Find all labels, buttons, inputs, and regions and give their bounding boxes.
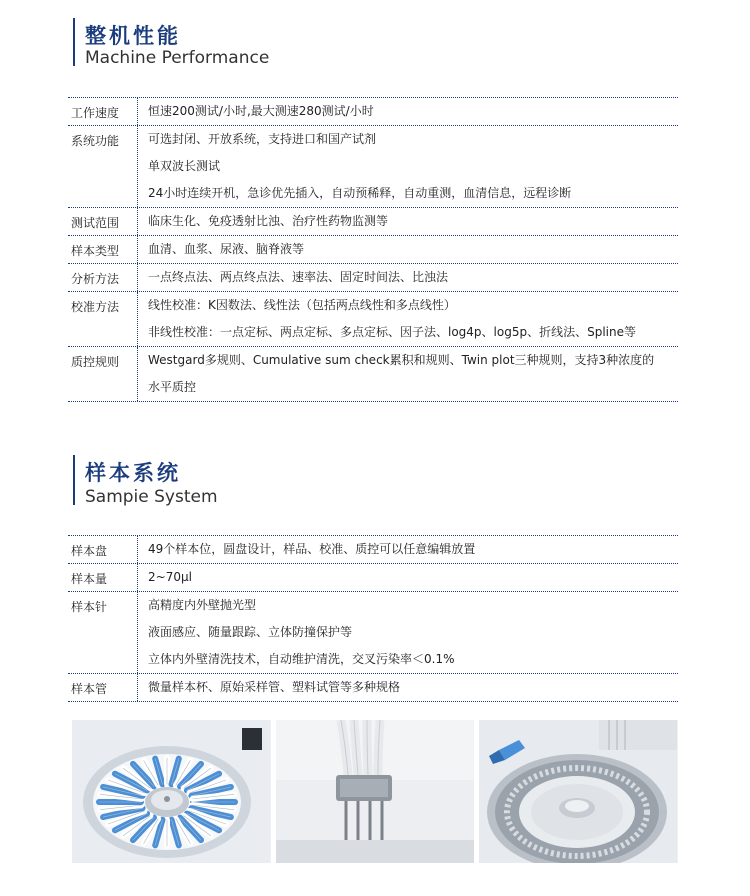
spec-value [138,126,678,207]
spec-row [68,564,678,592]
spec-label: 样本针 [68,592,138,673]
spec-value-line: 临床生化、免疫透射比浊、治疗性药物监测等 [148,214,389,228]
spec-value [138,264,678,291]
spec-row [68,292,678,347]
spec-label: 样本管 [68,674,138,701]
spec-value-line: 线性校准：K因数法、线性法（包括两点线性和多点线性） [148,298,456,312]
sample-tray-photo [72,720,271,863]
spec-label: 系统功能 [68,126,138,207]
spec-row [68,674,678,702]
section-title-en: Sampie System [85,487,218,507]
spec-value-line: 24小时连续开机，急诊优先插入，自动预稀释，自动重测，血清信息，远程诊断 [148,186,572,200]
spec-value [138,592,678,673]
section-title-zh: 整机性能 [85,24,181,48]
spec-label: 样本量 [68,564,138,591]
spec-row [68,592,678,674]
spec-value [138,98,678,125]
spec-row [68,98,678,126]
spec-value-line: 恒速200测试/小时,最大测速280测试/小时 [148,104,374,118]
spec-value [138,347,678,401]
spec-value-line: 高精度内外壁抛光型 [148,598,257,612]
spec-label: 样本盘 [68,536,138,563]
performance-spec-table [68,97,678,402]
spec-label: 校准方法 [68,292,138,346]
spec-value [138,292,678,346]
spec-value-line: 单双波长测试 [148,159,221,173]
spec-value-line: Westgard多规则、Cumulative sum check累积和规则、Twin plot三种规则，支持3种浓度的 [148,353,655,367]
product-photo-strip [72,720,678,863]
spec-value-line: 水平质控 [148,380,197,394]
spec-row [68,208,678,236]
spec-value [138,236,678,263]
section-accent-bar [73,455,75,505]
spec-value-line: 一点终点法、两点终点法、速率法、固定时间法、比浊法 [148,270,449,284]
spec-value [138,674,678,701]
spec-value-line: 非线性校准：一点定标、两点定标、多点定标、因子法、log4p、log5p、折线法、Spline等 [148,325,636,339]
sample-system-spec-table [68,535,678,702]
spec-label: 测试范围 [68,208,138,235]
spec-row [68,347,678,402]
spec-value [138,564,678,591]
spec-value-line: 液面感应、随量跟踪、立体防撞保护等 [148,625,353,639]
spec-row [68,126,678,208]
spec-value-line: 49个样本位，圆盘设计，样品、校准、质控可以任意编辑放置 [148,542,476,556]
section-accent-bar [73,18,75,66]
spec-label: 样本类型 [68,236,138,263]
spec-value [138,536,678,563]
spec-value-line: 立体内外壁清洗技术，自动维护清洗，交叉污染率＜0.1% [148,652,455,666]
sample-probe-photo [276,720,475,863]
spec-value-line: 微量样本杯、原始采样管、塑料试管等多种规格 [148,680,401,694]
spec-row [68,536,678,564]
spec-value-line: 2~70μl [148,570,192,584]
spec-row [68,236,678,264]
section-title-en: Machine Performance [85,48,270,68]
reagent-disc-photo [479,720,678,863]
spec-label: 质控规则 [68,347,138,401]
spec-label: 分析方法 [68,264,138,291]
spec-value-line: 血清、血浆、尿液、脑脊液等 [148,242,305,256]
spec-value-line: 可选封闭、开放系统，支持进口和国产试剂 [148,132,377,146]
spec-label: 工作速度 [68,98,138,125]
section-title-zh: 样本系统 [85,461,181,485]
spec-value [138,208,678,235]
spec-row [68,264,678,292]
